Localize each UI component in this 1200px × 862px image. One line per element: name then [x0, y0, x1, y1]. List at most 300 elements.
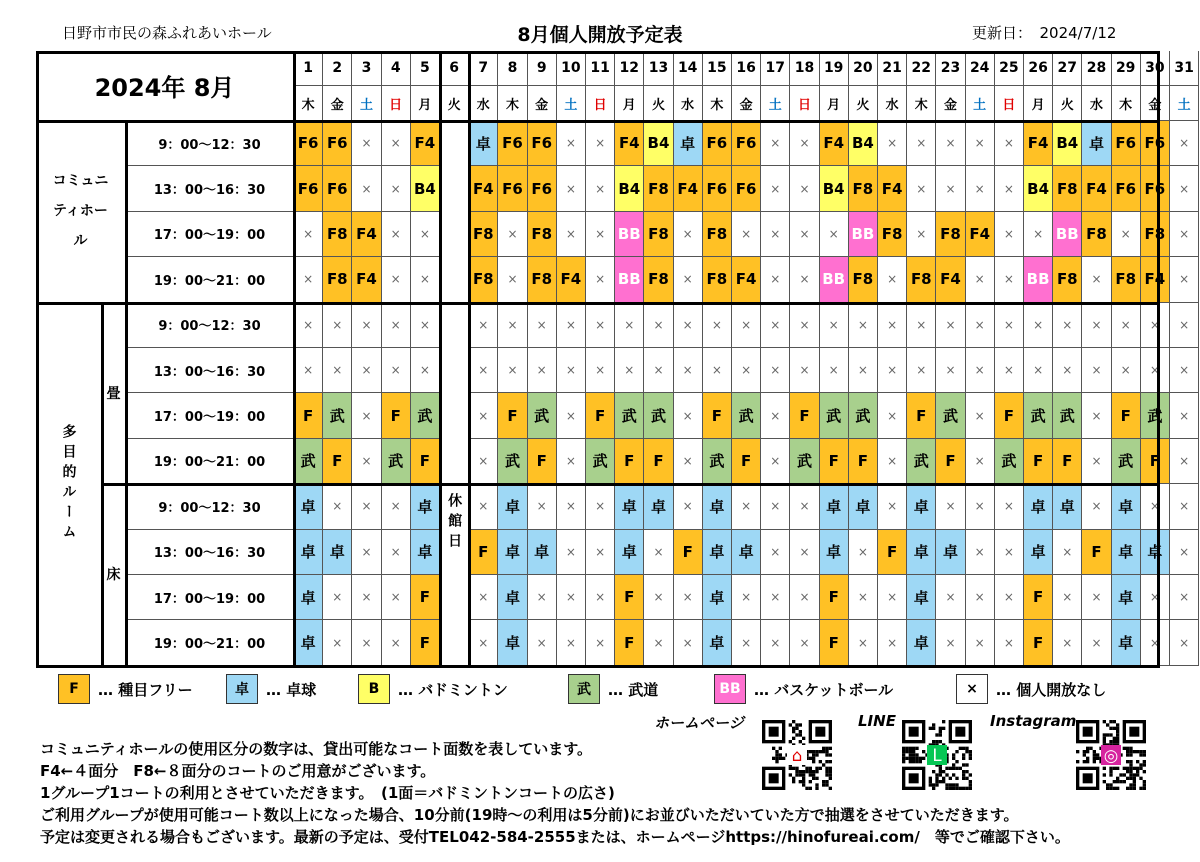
schedule-cell: ×	[966, 393, 995, 438]
schedule-cell: F	[323, 439, 352, 484]
schedule-cell: ×	[557, 484, 586, 529]
schedule-cell: ×	[1053, 575, 1082, 620]
schedule-cell: 卓	[1112, 530, 1141, 575]
schedule-cell: ×	[1024, 212, 1053, 257]
schedule-cell: 卓	[820, 484, 849, 529]
schedule-cell: ×	[1024, 348, 1053, 393]
qr-label-line: LINE	[858, 712, 896, 730]
schedule-cell: ×	[615, 303, 644, 348]
schedule-cell: F	[820, 620, 849, 665]
schedule-cell: 卓	[294, 620, 323, 665]
schedule-cell: ×	[849, 575, 878, 620]
day-number: 11	[586, 51, 615, 86]
schedule-cell: ×	[849, 530, 878, 575]
weekday: 火	[644, 86, 673, 121]
schedule-cell: F8	[1112, 257, 1141, 302]
schedule-cell: ×	[1053, 303, 1082, 348]
schedule-cell: ×	[586, 484, 615, 529]
schedule-cell: ×	[1082, 257, 1111, 302]
schedule-cell: 卓	[615, 484, 644, 529]
schedule-cell: ×	[469, 439, 498, 484]
schedule-cell: ×	[820, 303, 849, 348]
schedule-cell: F8	[849, 166, 878, 211]
schedule-cell: ×	[352, 439, 381, 484]
schedule-cell: ×	[936, 166, 965, 211]
schedule-cell: ×	[382, 575, 411, 620]
schedule-cell: ×	[644, 303, 673, 348]
schedule-cell: ×	[557, 530, 586, 575]
weekday: 土	[761, 86, 790, 121]
day-number: 28	[1082, 51, 1111, 86]
schedule-cell: ×	[382, 121, 411, 166]
schedule-cell: 卓	[1112, 620, 1141, 665]
time-slot: 9：00～12：30	[126, 303, 294, 348]
schedule-cell: ×	[936, 348, 965, 393]
schedule-cell: ×	[761, 575, 790, 620]
schedule-cell: ×	[790, 348, 819, 393]
schedule-cell: F4	[936, 257, 965, 302]
schedule-cell: ×	[820, 348, 849, 393]
schedule-cell: BB	[615, 212, 644, 257]
schedule-cell: ×	[1170, 575, 1199, 620]
schedule-cell: 卓	[498, 530, 527, 575]
schedule-cell: F8	[703, 212, 732, 257]
schedule-cell: ×	[1112, 212, 1141, 257]
schedule-cell: F	[411, 439, 440, 484]
schedule-cell: ×	[1141, 575, 1170, 620]
facility-name: 日野市市民の森ふれあいホール	[62, 24, 272, 42]
schedule-cell: ×	[352, 575, 381, 620]
schedule-cell: 武	[323, 393, 352, 438]
legend	[58, 672, 1158, 706]
schedule-cell: F	[644, 439, 673, 484]
schedule-cell: F	[820, 575, 849, 620]
day-number: 4	[382, 51, 411, 86]
schedule-cell: ×	[790, 484, 819, 529]
day-number: 14	[674, 51, 703, 86]
schedule-cell: F6	[294, 121, 323, 166]
schedule-cell: ×	[323, 484, 352, 529]
schedule-cell: 卓	[703, 575, 732, 620]
schedule-cell: ×	[323, 575, 352, 620]
schedule-cell: ×	[469, 393, 498, 438]
schedule-cell: ×	[995, 484, 1024, 529]
schedule-cell: ×	[294, 257, 323, 302]
schedule-cell: ×	[352, 620, 381, 665]
schedule-cell: 卓	[498, 575, 527, 620]
note-line-2: F4←４面分 F8←８面分のコートのご用意がございます。	[40, 762, 436, 780]
schedule-cell: ×	[615, 348, 644, 393]
weekday: 水	[674, 86, 703, 121]
schedule-cell: F4	[1141, 257, 1170, 302]
schedule-cell: 卓	[849, 484, 878, 529]
schedule-cell: 卓	[615, 530, 644, 575]
schedule-cell: ×	[790, 121, 819, 166]
schedule-cell: F4	[1082, 166, 1111, 211]
schedule-cell: ×	[761, 303, 790, 348]
time-slot: 19：00～21：00	[126, 257, 294, 302]
schedule-cell: ×	[382, 620, 411, 665]
schedule-cell: 武	[615, 393, 644, 438]
schedule-cell: 卓	[1024, 484, 1053, 529]
schedule-cell: F	[936, 439, 965, 484]
schedule-cell: ×	[761, 439, 790, 484]
time-slot: 9：00～12：30	[126, 121, 294, 166]
schedule-cell: F	[498, 393, 527, 438]
schedule-cell: 卓	[411, 484, 440, 529]
schedule-cell: ×	[995, 212, 1024, 257]
day-number: 6	[440, 51, 469, 86]
schedule-cell: ×	[382, 212, 411, 257]
time-slot: 19：00～21：00	[126, 620, 294, 665]
weekday: 月	[411, 86, 440, 121]
schedule-cell: ×	[1053, 348, 1082, 393]
schedule-cell: F8	[1082, 212, 1111, 257]
schedule-cell: ×	[732, 303, 761, 348]
day-number: 10	[557, 51, 586, 86]
schedule-cell: F6	[1141, 121, 1170, 166]
schedule-cell: ×	[1170, 393, 1199, 438]
updated-date: 更新日： 2024/7/12	[972, 24, 1117, 42]
schedule-cell: ×	[528, 575, 557, 620]
day-number: 24	[966, 51, 995, 86]
schedule-cell: ×	[1170, 166, 1199, 211]
schedule-cell: ×	[966, 121, 995, 166]
day-number: 8	[498, 51, 527, 86]
schedule-cell: ×	[1141, 484, 1170, 529]
note-line-4: ご利用グループが使用可能コート数以上になった場合、10分前(19時～の利用は5分前)にお並びいただいていた方で抽選をさせていただきます。	[40, 806, 1019, 824]
schedule-cell: ×	[936, 620, 965, 665]
schedule-cell: 武	[294, 439, 323, 484]
schedule-cell: ×	[732, 348, 761, 393]
legend-item	[714, 672, 893, 706]
schedule-cell: ×	[1170, 257, 1199, 302]
weekday: 金	[528, 86, 557, 121]
schedule-cell: ×	[557, 620, 586, 665]
legend-text: … バドミントン	[398, 680, 508, 699]
schedule-cell: B4	[820, 166, 849, 211]
schedule-cell: ×	[382, 484, 411, 529]
schedule-cell: ×	[966, 439, 995, 484]
schedule-cell: B4	[1024, 166, 1053, 211]
schedule-cell: ×	[849, 348, 878, 393]
schedule-cell: ×	[294, 348, 323, 393]
schedule-cell: F4	[674, 166, 703, 211]
schedule-cell: F	[1024, 620, 1053, 665]
note-line-5: 予定は変更される場合もございます。最新の予定は、受付TEL042-584-2555または、ホームページhttps://hinofureai.com/ 等でご確認下さい。	[40, 828, 1070, 846]
day-number: 3	[352, 51, 381, 86]
day-number: 9	[528, 51, 557, 86]
schedule-cell: F6	[732, 166, 761, 211]
schedule-cell: 武	[849, 393, 878, 438]
weekday: 木	[907, 86, 936, 121]
schedule-cell: ×	[323, 348, 352, 393]
schedule-cell: 卓	[1112, 484, 1141, 529]
schedule-cell: F8	[703, 257, 732, 302]
qr-code-instagram[interactable]	[1076, 720, 1146, 790]
schedule-cell: ×	[382, 303, 411, 348]
schedule-cell: F	[820, 439, 849, 484]
schedule-cell: 武	[703, 439, 732, 484]
schedule-cell: ×	[936, 575, 965, 620]
time-slot: 13：00～16：30	[126, 166, 294, 211]
legend-item	[226, 672, 316, 706]
schedule-cell: B4	[615, 166, 644, 211]
schedule-cell: ×	[586, 575, 615, 620]
schedule-cell: ×	[382, 348, 411, 393]
schedule-cell: F	[849, 439, 878, 484]
schedule-cell: ×	[674, 393, 703, 438]
schedule-cell: F	[528, 439, 557, 484]
schedule-cell: ×	[966, 166, 995, 211]
weekday: 木	[498, 86, 527, 121]
schedule-cell: ×	[995, 257, 1024, 302]
day-number: 16	[732, 51, 761, 86]
schedule-cell: ×	[557, 303, 586, 348]
schedule-cell: 卓	[294, 484, 323, 529]
schedule-cell: ×	[907, 348, 936, 393]
schedule-cell: ×	[644, 620, 673, 665]
schedule-cell: ×	[469, 620, 498, 665]
schedule-cell: ×	[966, 303, 995, 348]
day-number: 1	[294, 51, 323, 86]
schedule-cell: ×	[352, 530, 381, 575]
weekday: 日	[382, 86, 411, 121]
schedule-cell: 武	[586, 439, 615, 484]
schedule-cell: ×	[936, 303, 965, 348]
schedule-cell: F4	[411, 121, 440, 166]
schedule-cell: F8	[323, 257, 352, 302]
schedule-cell: ×	[907, 121, 936, 166]
schedule-cell: F	[732, 439, 761, 484]
schedule-cell: ×	[790, 575, 819, 620]
schedule-cell: ×	[849, 303, 878, 348]
schedule-cell: F4	[469, 166, 498, 211]
schedule-cell: ×	[323, 303, 352, 348]
schedule-cell: ×	[469, 348, 498, 393]
note-line-3: 1グループ1コートの利用とさせていただきます。 (1面＝バドミントンコートの広さ)	[40, 784, 615, 802]
schedule-cell: F8	[644, 166, 673, 211]
day-number: 30	[1141, 51, 1170, 86]
weekday: 火	[440, 86, 469, 121]
schedule-cell: ×	[586, 620, 615, 665]
weekday: 木	[703, 86, 732, 121]
schedule-cell: F6	[1112, 166, 1141, 211]
day-number: 5	[411, 51, 440, 86]
schedule-cell: ×	[644, 530, 673, 575]
schedule-cell: ×	[966, 484, 995, 529]
schedule-cell: F6	[323, 121, 352, 166]
schedule-cell: 卓	[323, 530, 352, 575]
note-line-1: コミュニティホールの使用区分の数字は、貸出可能なコート面数を表しています。	[40, 740, 593, 758]
schedule-cell: ×	[674, 575, 703, 620]
schedule-cell: ×	[674, 439, 703, 484]
day-number: 19	[820, 51, 849, 86]
schedule-cell: ×	[1170, 121, 1199, 166]
line-icon: L	[932, 746, 942, 765]
schedule-cell: ×	[907, 166, 936, 211]
schedule-cell: F4	[966, 212, 995, 257]
schedule-cell: F6	[323, 166, 352, 211]
schedule-cell: ×	[732, 212, 761, 257]
schedule-cell: ×	[878, 575, 907, 620]
legend-text: … バスケットボール	[754, 680, 894, 699]
schedule-cell: ×	[586, 530, 615, 575]
day-number: 22	[907, 51, 936, 86]
schedule-cell: 卓	[703, 620, 732, 665]
legend-item	[58, 672, 193, 706]
schedule-cell: ×	[878, 121, 907, 166]
legend-swatch: F	[58, 674, 90, 704]
schedule-cell: ×	[732, 620, 761, 665]
schedule-cell: ×	[352, 303, 381, 348]
time-slot: 17：00～19：00	[126, 212, 294, 257]
weekday: 火	[1053, 86, 1082, 121]
weekday: 水	[1082, 86, 1111, 121]
schedule-cell: ×	[1170, 439, 1199, 484]
schedule-cell: ×	[469, 303, 498, 348]
schedule-cell: ×	[790, 303, 819, 348]
schedule-cell: F8	[1141, 212, 1170, 257]
schedule-cell: ×	[411, 348, 440, 393]
schedule-cell: ×	[995, 620, 1024, 665]
schedule-cell: 武	[820, 393, 849, 438]
schedule-cell: ×	[878, 257, 907, 302]
weekday: 金	[1141, 86, 1170, 121]
schedule-cell: F	[1024, 575, 1053, 620]
qr-code-homepage[interactable]	[762, 720, 832, 790]
schedule-cell: ×	[1082, 303, 1111, 348]
schedule-cell: ×	[411, 303, 440, 348]
schedule-cell: 武	[1141, 393, 1170, 438]
weekday: 日	[586, 86, 615, 121]
legend-swatch: BB	[714, 674, 746, 704]
schedule-cell: F6	[732, 121, 761, 166]
weekday: 土	[557, 86, 586, 121]
schedule-cell: F	[294, 393, 323, 438]
schedule-cell: ×	[907, 303, 936, 348]
schedule-cell: ×	[966, 348, 995, 393]
schedule-cell: ×	[995, 303, 1024, 348]
schedule-cell: 卓	[936, 530, 965, 575]
schedule-cell: 武	[382, 439, 411, 484]
section-multipurpose-room: 多目的ルーム	[36, 303, 102, 666]
weekday: 月	[820, 86, 849, 121]
schedule-cell: ×	[674, 303, 703, 348]
schedule-cell: F6	[1141, 166, 1170, 211]
qr-label-instagram: Instagram	[990, 712, 1077, 730]
schedule-cell: ×	[352, 166, 381, 211]
page-title: 8月個人開放予定表	[517, 24, 683, 46]
day-number: 15	[703, 51, 732, 86]
schedule-cell: F	[586, 393, 615, 438]
schedule-cell: BB	[1053, 212, 1082, 257]
schedule-cell: F	[1112, 393, 1141, 438]
schedule-cell: ×	[878, 348, 907, 393]
day-number: 7	[469, 51, 498, 86]
day-number: 26	[1024, 51, 1053, 86]
schedule-cell: 卓	[703, 484, 732, 529]
schedule-cell: 武	[528, 393, 557, 438]
weekday: 土	[1170, 86, 1199, 121]
schedule-cell: F	[615, 575, 644, 620]
schedule-cell: F4	[352, 257, 381, 302]
time-slot: 17：00～19：00	[126, 393, 294, 438]
schedule-cell: F6	[703, 121, 732, 166]
schedule-cell: ×	[907, 212, 936, 257]
day-number: 2	[323, 51, 352, 86]
schedule-cell: ×	[674, 348, 703, 393]
schedule-cell: ×	[1170, 530, 1199, 575]
section-community-hall-label: コミュニティホール	[52, 173, 109, 250]
schedule-cell: ×	[644, 575, 673, 620]
weekday: 月	[615, 86, 644, 121]
schedule-cell: B4	[644, 121, 673, 166]
schedule-cell: ×	[1170, 212, 1199, 257]
schedule-cell: F4	[1024, 121, 1053, 166]
schedule-cell: ×	[1053, 620, 1082, 665]
schedule-cell: F	[674, 530, 703, 575]
schedule-cell: ×	[966, 575, 995, 620]
schedule-cell: ×	[761, 393, 790, 438]
month-label: 2024年 8月	[36, 51, 294, 121]
weekday: 水	[878, 86, 907, 121]
legend-item	[956, 672, 1106, 706]
schedule-cell: F8	[528, 257, 557, 302]
schedule-cell: 卓	[1053, 484, 1082, 529]
weekday: 月	[1024, 86, 1053, 121]
schedule-cell: F6	[703, 166, 732, 211]
schedule-cell: F6	[528, 166, 557, 211]
day-number: 17	[761, 51, 790, 86]
schedule-cell: ×	[1082, 348, 1111, 393]
schedule-cell: 卓	[907, 484, 936, 529]
schedule-cell: 卓	[1024, 530, 1053, 575]
day-number: 31	[1170, 51, 1199, 86]
schedule-cell: ×	[1112, 303, 1141, 348]
schedule-cell: F8	[936, 212, 965, 257]
schedule-cell: ×	[528, 620, 557, 665]
weekday: 金	[732, 86, 761, 121]
schedule-cell: F8	[469, 257, 498, 302]
qr-code-line[interactable]	[902, 720, 972, 790]
schedule-cell: ×	[586, 303, 615, 348]
schedule-cell: ×	[1170, 484, 1199, 529]
schedule-cell: 卓	[907, 530, 936, 575]
qr-label-homepage: ホームページ	[654, 714, 744, 732]
schedule-cell: ×	[528, 303, 557, 348]
schedule-table	[36, 51, 1194, 668]
day-number: 27	[1053, 51, 1082, 86]
schedule-cell: 卓	[294, 530, 323, 575]
schedule-cell: 武	[1024, 393, 1053, 438]
schedule-cell: ×	[966, 257, 995, 302]
legend-text: … 卓球	[266, 680, 317, 699]
schedule-cell: ×	[557, 348, 586, 393]
schedule-cell: ×	[761, 257, 790, 302]
legend-swatch: B	[358, 674, 390, 704]
schedule-cell: ×	[557, 439, 586, 484]
schedule-cell: ×	[703, 303, 732, 348]
schedule-cell: F6	[1112, 121, 1141, 166]
schedule-cell: ×	[1082, 439, 1111, 484]
schedule-cell: F	[382, 393, 411, 438]
schedule-cell: 卓	[907, 620, 936, 665]
schedule-cell: 武	[1053, 393, 1082, 438]
schedule-cell: ×	[411, 212, 440, 257]
schedule-cell: ×	[878, 484, 907, 529]
schedule-cell: ×	[966, 620, 995, 665]
